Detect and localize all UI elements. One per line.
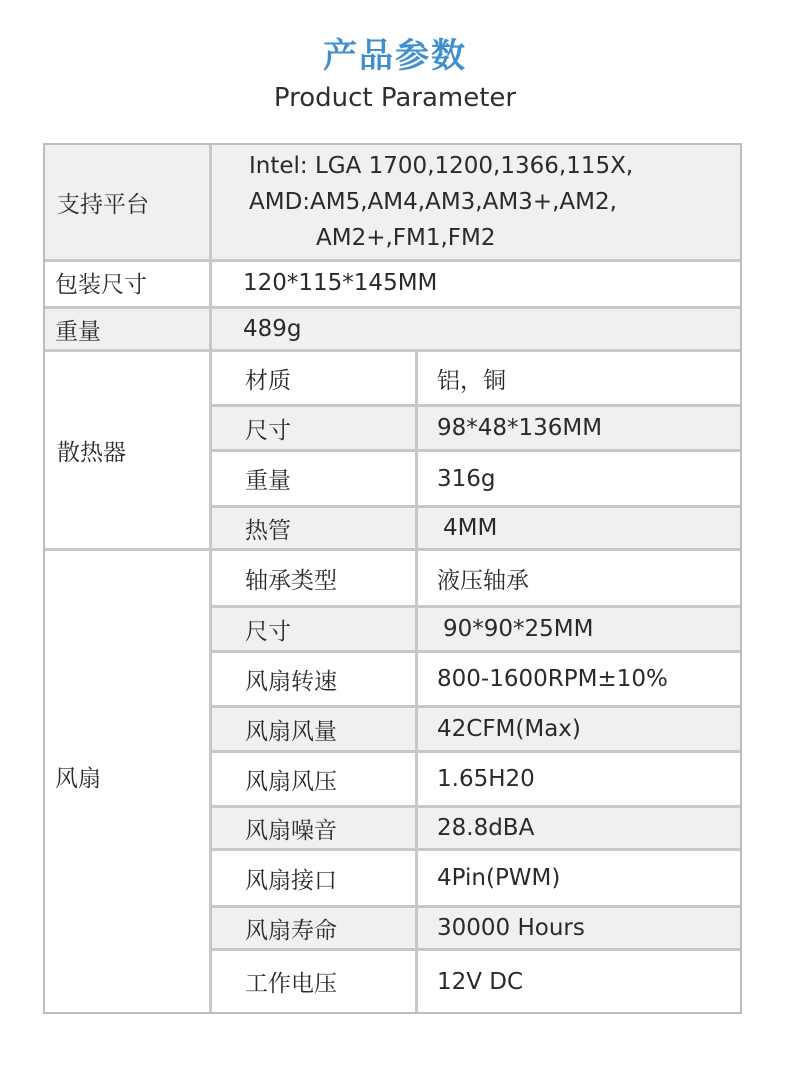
- spec-value: 12V DC: [437, 968, 524, 995]
- spec-label: 风扇风量: [245, 718, 337, 745]
- page-subtitle: Product Parameter: [273, 83, 517, 113]
- platform-label: 支持平台: [57, 191, 149, 218]
- spec-label: 风扇转速: [245, 668, 337, 695]
- spec-value: 铝，铜: [437, 367, 506, 394]
- divider: [209, 145, 212, 1012]
- spec-value: 98*48*136MM: [437, 415, 603, 441]
- spec-label: 尺寸: [245, 618, 291, 645]
- spec-label: 风扇寿命: [245, 917, 337, 944]
- package-label: 包装尺寸: [55, 272, 147, 298]
- spec-value: 42CFM(Max): [437, 716, 581, 742]
- platform-line: Intel: LGA 1700,1200,1366,115X,: [249, 153, 634, 179]
- divider: [415, 349, 418, 1012]
- platform-line: AMD:AM5,AM4,AM3,AM3+,AM2,: [249, 189, 617, 215]
- platform-line: AM2+,FM1,FM2: [316, 225, 496, 251]
- parameter-table: [43, 143, 742, 1014]
- spec-label: 重量: [245, 468, 291, 494]
- spec-value: 316g: [437, 465, 496, 492]
- spec-value: 4Pin(PWM): [437, 865, 561, 891]
- spec-value: 800-1600RPM±10%: [437, 666, 668, 692]
- spec-value: 液压轴承: [437, 567, 529, 594]
- spec-label: 风扇风压: [245, 768, 337, 795]
- spec-value: 4MM: [443, 515, 498, 541]
- weight-label: 重量: [55, 318, 101, 345]
- divider: [45, 349, 740, 352]
- platform-value: [249, 148, 633, 256]
- spec-value: 28.8dBA: [437, 815, 535, 841]
- spec-label: 风扇接口: [245, 867, 337, 894]
- spec-value: 30000 Hours: [437, 915, 585, 941]
- spec-label: 材质: [245, 367, 291, 394]
- package-value: 120*115*145MM: [243, 269, 438, 296]
- spec-label: 风扇噪音: [245, 817, 337, 844]
- page-title: 产品参数: [323, 36, 467, 76]
- spec-label: 工作电压: [245, 971, 337, 997]
- divider: [45, 306, 740, 309]
- spec-label: 热管: [245, 517, 291, 544]
- divider: [45, 548, 740, 551]
- heatsink-label: 散热器: [57, 439, 126, 466]
- spec-label: 轴承类型: [245, 567, 337, 594]
- spec-value: 1.65H20: [437, 766, 535, 792]
- weight-row-bg: [45, 309, 740, 349]
- spec-label: 尺寸: [245, 417, 291, 444]
- fan-label: 风扇: [55, 765, 101, 792]
- weight-value: 489g: [243, 316, 302, 342]
- spec-value: 90*90*25MM: [443, 616, 594, 642]
